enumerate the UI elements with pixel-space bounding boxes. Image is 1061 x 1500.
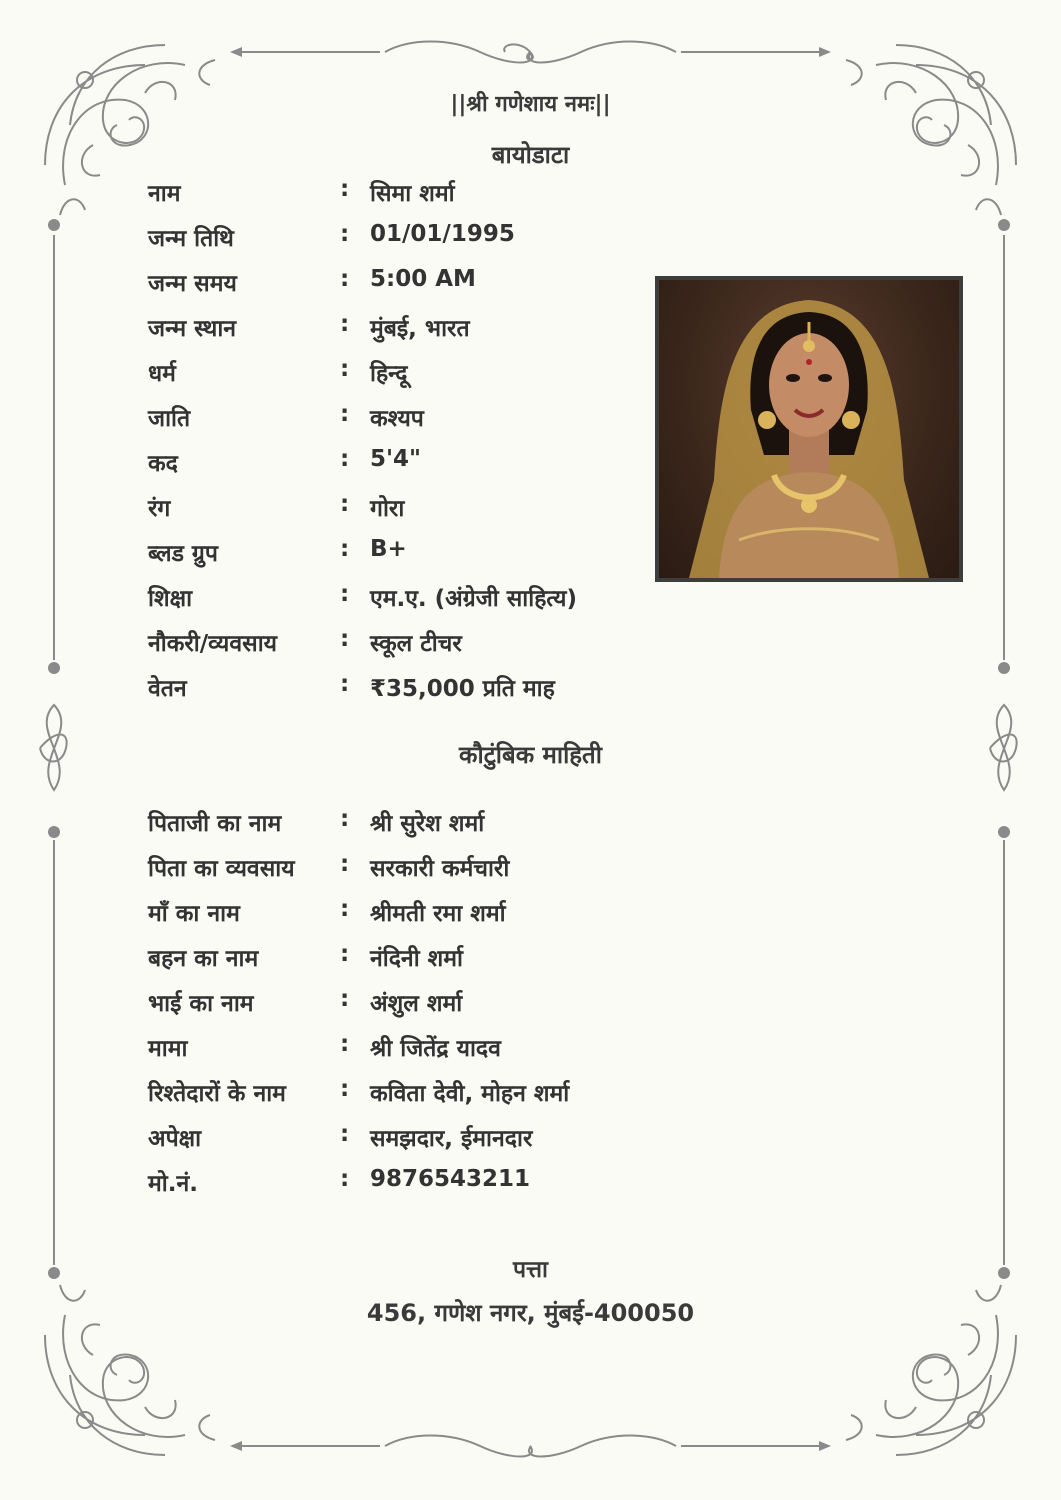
separator: : xyxy=(340,446,350,472)
detail-row xyxy=(148,446,668,480)
detail-label: धर्म xyxy=(148,361,176,387)
invocation-text: ||श्री गणेशाय नमः|| xyxy=(450,92,611,117)
detail-value: सिमा शर्मा xyxy=(370,181,455,207)
detail-label: मो.नं. xyxy=(148,1171,198,1197)
bride-portrait-image xyxy=(659,280,959,578)
detail-row xyxy=(148,1031,668,1065)
separator: : xyxy=(340,851,350,877)
detail-row xyxy=(148,1076,668,1110)
detail-value: श्री सुरेश शर्मा xyxy=(370,811,485,837)
detail-row xyxy=(148,851,668,885)
detail-row xyxy=(148,941,668,975)
detail-label: जन्म समय xyxy=(148,271,237,297)
separator: : xyxy=(340,1121,350,1147)
address-text: 456, गणेश नगर, मुंबई-400050 xyxy=(366,1299,695,1327)
detail-value: सरकारी कर्मचारी xyxy=(370,856,510,882)
detail-label: मामा xyxy=(148,1036,188,1062)
detail-label: पिता का व्यवसाय xyxy=(148,856,295,882)
detail-label: रिश्तेदारों के नाम xyxy=(148,1081,286,1107)
separator: : xyxy=(340,1031,350,1057)
detail-label: पिताजी का नाम xyxy=(148,811,282,837)
detail-label: वेतन xyxy=(148,676,187,702)
detail-value: अंशुल शर्मा xyxy=(370,991,463,1017)
detail-value: श्रीमती रमा शर्मा xyxy=(370,901,506,927)
detail-label: बहन का नाम xyxy=(148,946,259,972)
detail-label: जन्म स्थान xyxy=(148,316,237,342)
address-heading: पत्ता xyxy=(513,1257,548,1283)
page-title: बायोडाटा xyxy=(491,141,570,169)
detail-row xyxy=(148,896,668,930)
detail-label: जाति xyxy=(148,406,191,432)
family-heading: कौटुंबिक माहिती xyxy=(459,741,602,769)
detail-value: ₹35,000 प्रति माह xyxy=(370,676,555,702)
detail-label: शिक्षा xyxy=(148,586,193,612)
detail-row xyxy=(148,356,668,390)
detail-row xyxy=(148,671,668,705)
detail-value: गोरा xyxy=(370,496,405,522)
detail-label: रंग xyxy=(148,496,171,522)
detail-label: भाई का नाम xyxy=(148,991,254,1017)
detail-value: कविता देवी, मोहन शर्मा xyxy=(370,1081,570,1107)
separator: : xyxy=(340,266,350,292)
profile-photo xyxy=(655,276,963,582)
detail-row xyxy=(148,986,668,1020)
detail-value: श्री जितेंद्र यादव xyxy=(370,1036,501,1062)
detail-row xyxy=(148,221,668,255)
separator: : xyxy=(340,626,350,652)
detail-row xyxy=(148,1166,668,1200)
detail-row xyxy=(148,266,668,300)
separator: : xyxy=(340,536,350,562)
separator: : xyxy=(340,221,350,247)
separator: : xyxy=(340,671,350,697)
separator: : xyxy=(340,896,350,922)
detail-value: एम.ए. (अंग्रेजी साहित्य) xyxy=(370,586,577,612)
separator: : xyxy=(340,1076,350,1102)
detail-label: जन्म तिथि xyxy=(148,226,234,252)
detail-label: अपेक्षा xyxy=(148,1126,202,1152)
detail-value: समझदार, ईमानदार xyxy=(370,1126,533,1152)
detail-label: कद xyxy=(148,451,178,477)
detail-row xyxy=(148,581,668,615)
detail-value: 5'4" xyxy=(370,446,422,472)
detail-value: कश्यप xyxy=(370,406,424,432)
detail-row xyxy=(148,176,668,210)
detail-value: B+ xyxy=(370,536,407,562)
separator: : xyxy=(340,491,350,517)
separator: : xyxy=(340,581,350,607)
detail-value: 5:00 AM xyxy=(370,266,476,292)
separator: : xyxy=(340,401,350,427)
separator: : xyxy=(340,311,350,337)
detail-label: नौकरी/व्यवसाय xyxy=(148,631,277,657)
detail-row xyxy=(148,311,668,345)
detail-value: मुंबई, भारत xyxy=(370,316,470,342)
detail-value: 01/01/1995 xyxy=(370,221,515,247)
detail-label: ब्लड ग्रुप xyxy=(148,541,218,567)
separator: : xyxy=(340,986,350,1012)
detail-value: हिन्दू xyxy=(370,361,408,387)
detail-value: नंदिनी शर्मा xyxy=(370,946,464,972)
detail-value: स्कूल टीचर xyxy=(370,631,462,657)
detail-row xyxy=(148,491,668,525)
separator: : xyxy=(340,176,350,202)
separator: : xyxy=(340,806,350,832)
detail-value: 9876543211 xyxy=(370,1166,531,1192)
detail-row xyxy=(148,401,668,435)
separator: : xyxy=(340,356,350,382)
detail-row xyxy=(148,536,668,570)
detail-row xyxy=(148,806,668,840)
detail-label: नाम xyxy=(148,181,181,207)
separator: : xyxy=(340,1166,350,1192)
detail-row xyxy=(148,1121,668,1155)
separator: : xyxy=(340,941,350,967)
detail-label: माँ का नाम xyxy=(148,901,240,927)
detail-row xyxy=(148,626,668,660)
